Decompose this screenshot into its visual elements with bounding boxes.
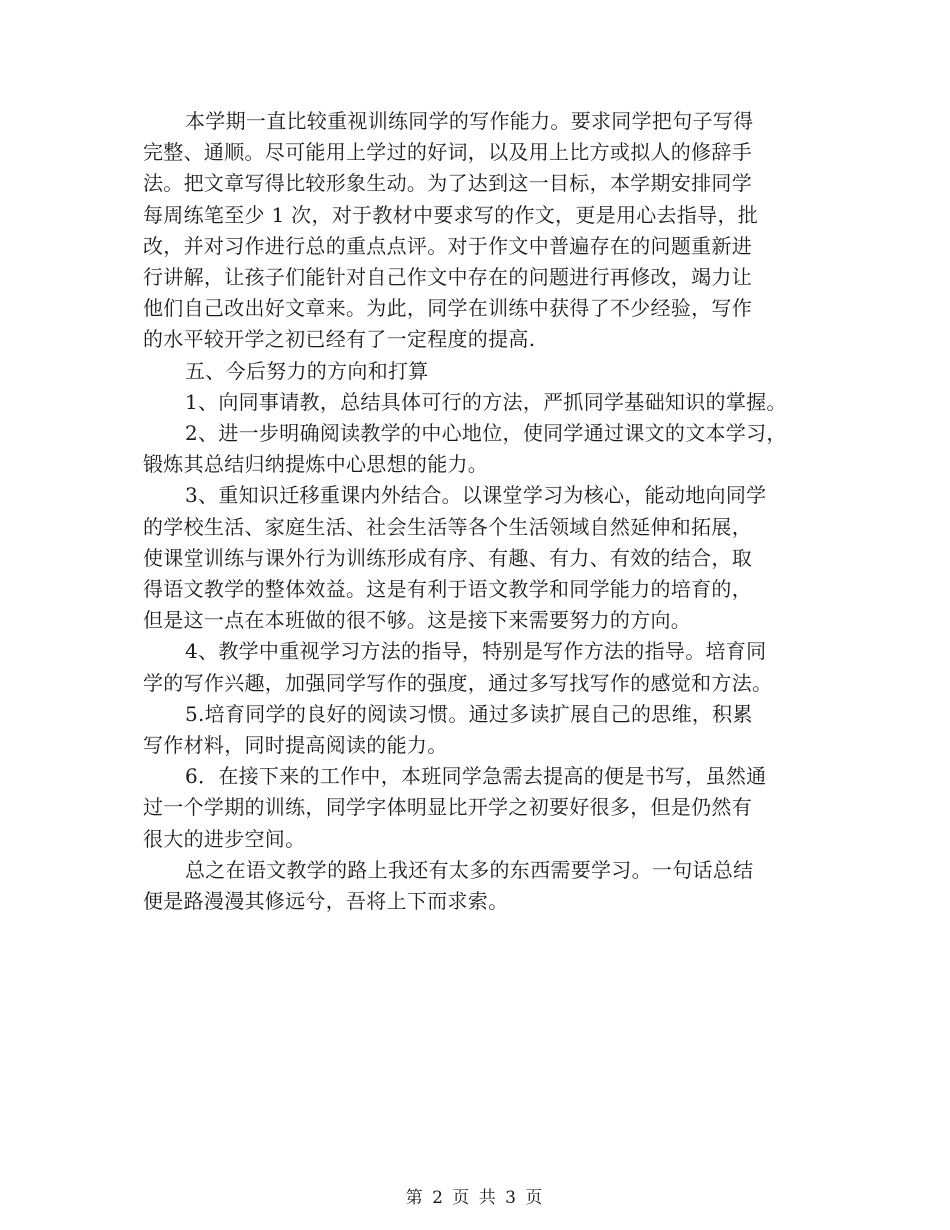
text-line: 过一个学期的训练，同学字体明显比开学之初要好很多，但是仍然有 xyxy=(143,795,752,820)
text-line: 4、教学中重视学习方法的指导，特别是写作方法的指导。培育同 xyxy=(185,639,767,664)
text-line: 便是路漫漫其修远兮，吾将上下而求索。 xyxy=(143,889,509,914)
list-item-1 xyxy=(143,387,823,418)
text-line: 的水平较开学之初已经有了一定程度的提高. xyxy=(143,327,536,352)
text-line: 5.培育同学的良好的阅读习惯。通过多读扩展自己的思维，积累 xyxy=(185,701,753,726)
text-line: 每周练笔至少 1 次，对于教材中要求写的作文，更是用心去指导，批 xyxy=(143,202,759,227)
text-line: 得语文教学的整体效益。这是有利于语文教学和同学能力的培育的， xyxy=(143,577,752,602)
section-heading xyxy=(143,356,823,387)
document-body xyxy=(143,106,823,917)
list-item-6 xyxy=(143,761,823,855)
text-line: 使课堂训练与课外行为训练形成有序、有趣、有力、有效的结合，取 xyxy=(143,545,752,570)
text-line: 锻炼其总结归纳提炼中心思想的能力。 xyxy=(143,452,489,477)
text-line: 2、进一步明确阅读教学的中心地位，使同学通过课文的文本学习， xyxy=(185,421,787,446)
text-line: 6．在接下来的工作中，本班同学急需去提高的便是书写，虽然通 xyxy=(185,764,767,789)
text-line: 学的写作兴趣，加强同学写作的强度，通过多写找写作的感觉和方法。 xyxy=(143,670,773,695)
text-line: 1、向同事请教，总结具体可行的方法，严抓同学基础知识的掌握。 xyxy=(185,389,787,414)
list-item-3 xyxy=(143,480,823,636)
text-line: 但是这一点在本班做的很不够。这是接下来需要努力的方向。 xyxy=(143,608,692,633)
heading-text: 五、今后努力的方向和打算 xyxy=(185,358,429,383)
list-item-2 xyxy=(143,418,823,480)
text-line: 行讲解，让孩子们能针对自己作文中存在的问题进行再修改，竭力让 xyxy=(143,265,752,290)
page-number-footer: 第 2 页 共 3 页 xyxy=(405,1188,545,1208)
paragraph-conclusion xyxy=(143,855,823,917)
text-line: 总之在语文教学的路上我还有太多的东西需要学习。一句话总结 xyxy=(185,857,754,882)
text-line: 他们自己改出好文章来。为此，同学在训练中获得了不少经验，写作 xyxy=(143,296,752,321)
text-line: 改，并对习作进行总的重点点评。对于作文中普遍存在的问题重新进 xyxy=(143,233,752,258)
text-line: 本学期一直比较重视训练同学的写作能力。要求同学把句子写得 xyxy=(185,109,754,133)
text-line: 完整、通顺。尽可能用上学过的好词，以及用上比方或拟人的修辞手 xyxy=(143,140,752,165)
paragraph-writing-training xyxy=(143,106,823,356)
text-line: 3、重知识迁移重课内外结合。以课堂学习为核心，能动地向同学 xyxy=(185,483,767,508)
text-line: 很大的进步空间。 xyxy=(143,826,306,851)
text-line: 写作材料，同时提高阅读的能力。 xyxy=(143,733,448,758)
text-line: 的学校生活、家庭生活、社会生活等各个生活领域自然延伸和拓展， xyxy=(143,514,752,539)
list-item-4 xyxy=(143,636,823,698)
list-item-5 xyxy=(143,699,823,761)
text-line: 法。把文章写得比较形象生动。为了达到这一目标，本学期安排同学 xyxy=(143,171,752,196)
